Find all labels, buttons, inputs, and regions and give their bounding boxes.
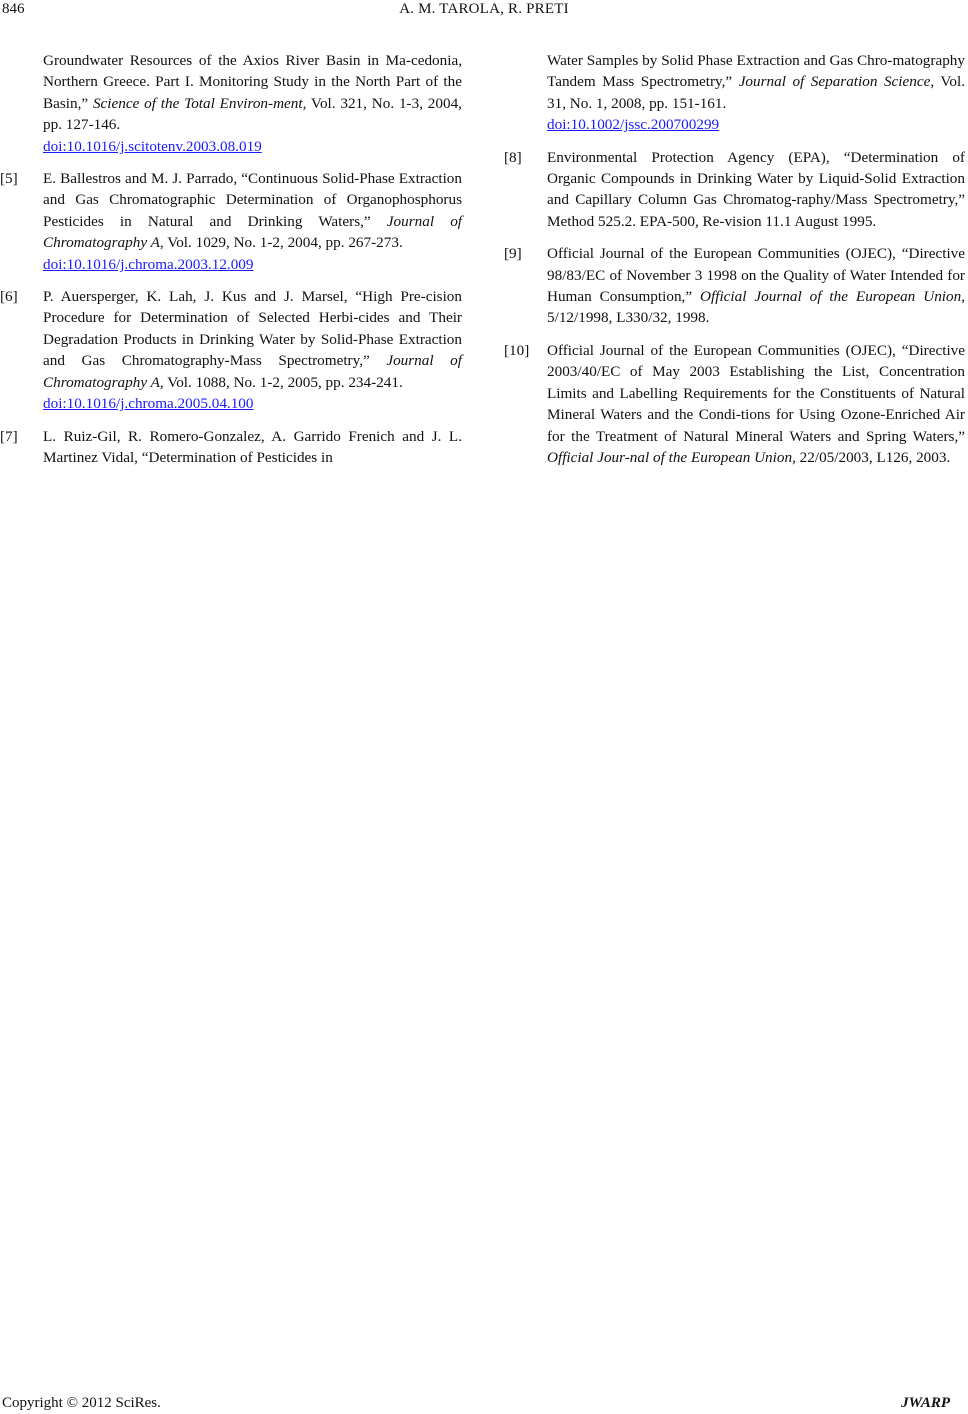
- reference-number: [9]: [504, 245, 522, 263]
- reference-text: [43, 168, 462, 275]
- journal-title: Journal of Separation Science: [738, 73, 931, 91]
- reference-text: [43, 426, 462, 469]
- reference-entry: [504, 243, 965, 329]
- reference-citation: Official Journal of the European Communities (OJEC), “Directive 2003/40/EC of May 2003 Establishing the List, Concentration Limits and Labelling Requirements for the Constituents of Natural Mineral Waters and the Condi-tions for Using Ozone-Enriched Air for the Treatment of Natural Mineral Waters and Spring Waters,”: [547, 341, 965, 445]
- journal-title: Science of the Total Environ-ment: [92, 94, 303, 112]
- reference-number: [8]: [504, 148, 522, 166]
- journal-abbreviation: JWARP: [901, 1395, 950, 1411]
- reference-details: , Vol. 321, No. 1-3, 2004, pp. 127-146.: [43, 94, 462, 134]
- running-head-authors: A. M. TAROLA, R. PRETI: [399, 1, 569, 17]
- reference-citation: Groundwater Resources of the Axios River Basin in Ma-cedonia, Northern Greece. Part I. Monitoring Study in the North Part of the Basin,”: [43, 52, 462, 112]
- reference-number: [5]: [0, 170, 18, 188]
- reference-entry: [504, 340, 965, 468]
- reference-entry: [504, 147, 965, 233]
- doi-link[interactable]: doi:10.1016/j.chroma.2005.04.100: [43, 395, 254, 413]
- references-right-column: [504, 50, 965, 479]
- reference-text: [43, 286, 462, 414]
- reference-text: [547, 243, 965, 329]
- reference-entry: [0, 168, 462, 275]
- reference-citation: P. Auersperger, K. Lah, J. Kus and J. Marsel, “High Pre-cision Procedure for Determination of Selected Herbi-cides and Their Degradation Products in Drinking Water by Solid-Phase Extraction and Gas Chromatography-Mass Spectrometry,”: [43, 288, 462, 370]
- reference-details: , Vol. 1029, No. 1-2, 2004, pp. 267-273.: [159, 234, 403, 252]
- reference-text: [43, 50, 462, 157]
- reference-details: , 5/12/1998, L330/32, 1998.: [547, 288, 965, 327]
- page-header: [0, 0, 968, 24]
- reference-entry: [504, 50, 965, 136]
- journal-title: Official Journal of the European Union: [700, 288, 962, 306]
- reference-text: [547, 340, 965, 468]
- journal-title: Official Jour-nal of the European Union: [547, 448, 793, 466]
- reference-number: [6]: [0, 288, 18, 306]
- doi-link[interactable]: doi:10.1016/j.scitotenv.2003.08.019: [43, 137, 262, 155]
- reference-details: , Vol. 31, No. 1, 2008, pp. 151-161.: [547, 73, 965, 112]
- reference-citation: E. Ballestros and M. J. Parrado, “Continuous Solid-Phase Extraction and Gas Chromatographic Determination of Organophosphorus Pesticides in Natural and Drinking Waters,”: [43, 170, 462, 230]
- reference-entry: [0, 286, 462, 414]
- reference-entry: [0, 426, 462, 469]
- journal-title: Journal of Chromatography A: [43, 352, 462, 391]
- doi-link[interactable]: doi:10.1002/jssc.200700299: [547, 116, 720, 134]
- reference-text: [547, 147, 965, 233]
- copyright-notice: Copyright © 2012 SciRes.: [2, 1395, 161, 1411]
- reference-citation: Official Journal of the European Communities (OJEC), “Directive 98/83/EC of November 3 1998 on the Quality of Water Intended for Human Consumption,”: [547, 245, 965, 306]
- page-number: 846: [2, 1, 25, 17]
- reference-entry: [0, 50, 462, 157]
- reference-text: [547, 50, 965, 136]
- reference-citation: Environmental Protection Agency (EPA), “Determination of Organic Compounds in Drinking Water by Liquid-Solid Extraction and Capillary Column Gas Chromatog-raphy/Mass Spectrometry,” Method 525.2. EPA-500, Re-vision 11.1 August 1995.: [547, 148, 965, 230]
- reference-details: , Vol. 1088, No. 1-2, 2005, pp. 234-241.: [159, 373, 403, 391]
- reference-citation: Water Samples by Solid Phase Extraction and Gas Chro-matography Tandem Mass Spectrometry,”: [547, 52, 965, 91]
- reference-citation: L. Ruiz-Gil, R. Romero-Gonzalez, A. Garrido Frenich and J. L. Martinez Vidal, “Determination of Pesticides in: [43, 427, 462, 466]
- journal-title: Journal of Chromatography A: [43, 212, 463, 252]
- reference-number: [10]: [504, 341, 530, 359]
- reference-details: , 22/05/2003, L126, 2003.: [792, 448, 951, 466]
- doi-link[interactable]: doi:10.1016/j.chroma.2003.12.009: [43, 255, 254, 273]
- reference-number: [7]: [0, 427, 18, 445]
- references-left-column: [0, 50, 462, 479]
